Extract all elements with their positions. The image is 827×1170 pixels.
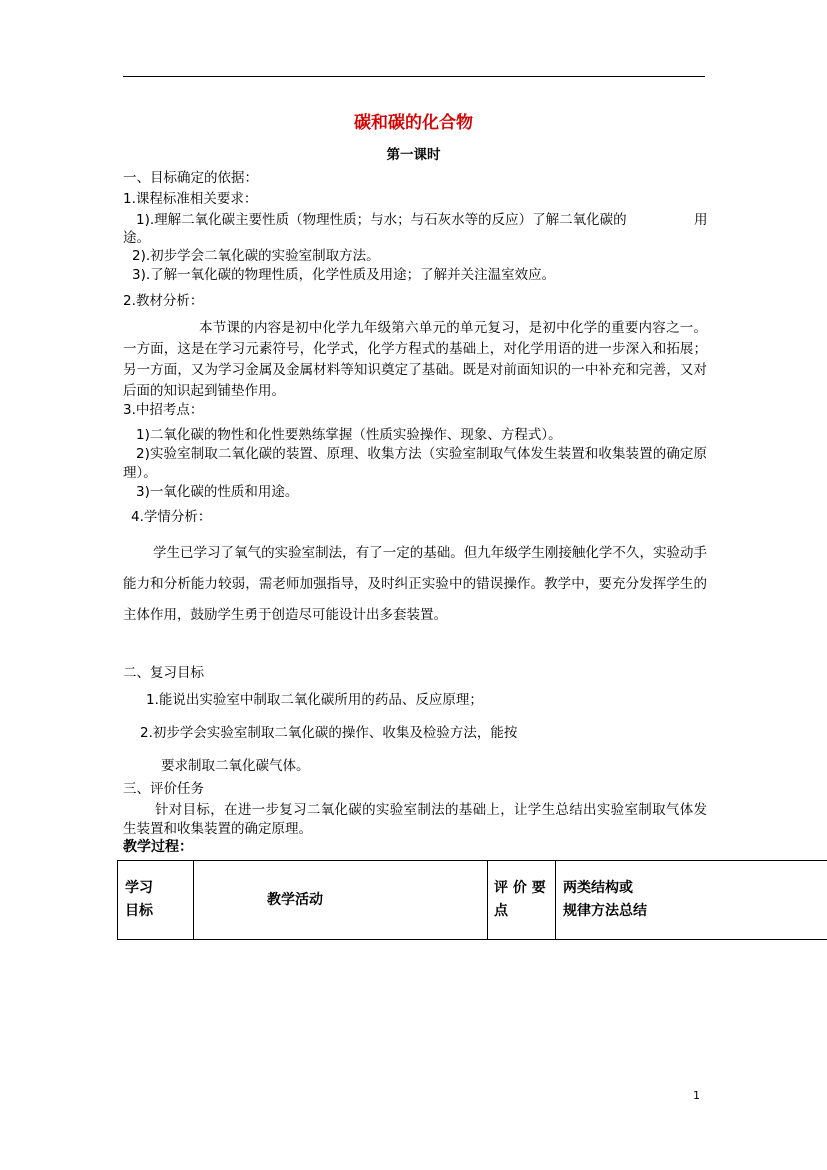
standard-item-2: 2).初步学会二氧化碳的实验室制取方法。 xyxy=(132,248,380,264)
header-rule xyxy=(123,76,705,77)
standard-item-1: 1).理解二氧化碳主要性质（物理性质；与水；与石灰水等的反应）了解二氧化碳的 xyxy=(136,212,627,228)
section-3-heading: 三、评价任务 xyxy=(123,781,204,797)
evaluation-task: 针对目标，在进一步复习二氧化碳的实验室制法的基础上，让学生总结出实验室制取气体发生装置和收集装置的确定原理。 xyxy=(123,802,707,837)
section-1-heading: 一、目标确定的依据： xyxy=(123,170,258,186)
exam-point-3: 3)一氧化碳的性质和用途。 xyxy=(136,484,299,500)
header-learning-goal: 学习 目标 xyxy=(125,880,153,920)
part-3-heading: 3.中招考点： xyxy=(123,402,204,418)
textbook-analysis: 本节课的内容是初中化学九年级第六单元的单元复习，是初中化学的重要内容之一。一方面，这是在学习元素符号，化学式，化学方程式的基础上，对化学用语的进一步深入和拓展；另一方面，又为学习金属及金属材料等知识奠定了基础。既是对前面知识的一中补充和完善，又对后面的知识起到铺垫作用。 xyxy=(123,320,707,399)
table-divider xyxy=(555,861,556,939)
table-divider xyxy=(193,861,194,939)
review-goal-2: 2.初步学会实验室制取二氧化碳的操作、收集及检验方法，能按 xyxy=(140,725,518,741)
review-goal-1: 1.能说出实验室中制取二氧化碳所用的药品、反应原理； xyxy=(146,692,483,708)
table-divider xyxy=(487,861,488,939)
standard-item-1-cont: 途。 xyxy=(123,230,150,246)
standard-item-3: 3).了解一氧化碳的物理性质，化学性质及用途；了解并关注温室效应。 xyxy=(132,267,556,283)
header-evaluation-points: 评 价 要 点 xyxy=(494,880,546,920)
page-number: 1 xyxy=(693,1089,700,1102)
student-analysis: 学生已学习了氧气的实验室制法，有了一定的基础。但九年级学生刚接触化学不久，实验动手能力和分析能力较弱，需老师加强指导，及时纠正实验中的错误操作。教学中，要充分发挥学生的主体作用，鼓励学生勇于创造尽可能设计出多套装置。 xyxy=(123,545,707,623)
doc-subtitle: 第一课时 xyxy=(386,147,441,163)
review-goal-2-cont: 要求制取二氧化碳气体。 xyxy=(161,758,310,774)
part-2-heading: 2.教材分析： xyxy=(123,293,204,309)
exam-point-2: 2)实验室制取二氧化碳的装置、原理、收集方法（实验室制取气体发生装置和收集装置的确定原理）。 xyxy=(123,446,707,481)
standard-item-1-tail: 用 xyxy=(694,212,708,228)
section-2-heading: 二、复习目标 xyxy=(123,665,204,681)
header-structure-summary: 两类结构或 规律方法总结 xyxy=(563,880,647,920)
part-4-heading: 4.学情分析： xyxy=(131,509,212,525)
header-teaching-activity: 教学活动 xyxy=(267,892,323,908)
part-1-heading: 1.课程标准相关要求： xyxy=(123,191,258,207)
exam-point-1: 1)二氧化碳的物性和化性要熟练掌握（性质实验操作、现象、方程式）。 xyxy=(136,427,562,443)
doc-title: 碳和碳的化合物 xyxy=(354,113,473,133)
teaching-process-table xyxy=(117,860,827,940)
teaching-process-label: 教学过程： xyxy=(123,839,193,855)
